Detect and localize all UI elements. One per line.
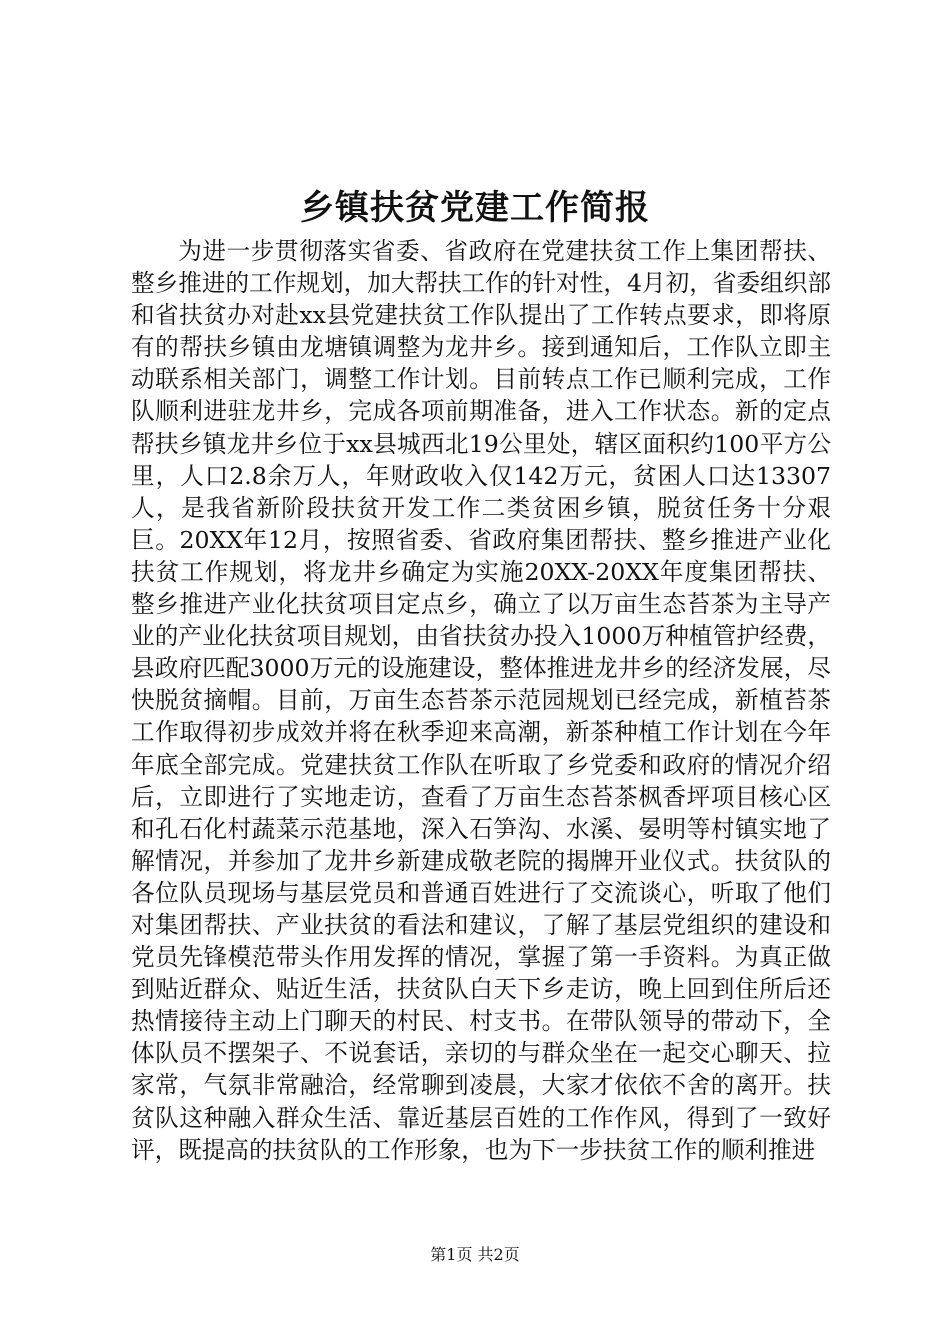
document-title: 乡镇扶贫党建工作简报 <box>300 188 650 228</box>
document-body-paragraph: 为进一步贯彻落实省委、省政府在党建扶贫工作上集团帮扶、整乡推进的工作规划，加大帮扶工作的针对性，4月初，省委组织部和省扶贫办对赴xx县党建扶贫工作队提出了工作转点要求，即将原有的帮扶乡镇由龙塘镇调整为龙井乡。接到通知后，工作队立即主动联系相关部门，调整工作计划。目前转点工作已顺利完成，工作队顺利进驻龙井乡，完成各项前期准备，进入工作状态。新的定点帮扶乡镇龙井乡位于xx县城西北19公里处，辖区面积约100平方公里，人口2.8余万人，年财政收入仅142万元，贫困人口达13307人，是我省新阶段扶贫开发工作二类贫困乡镇，脱贫任务十分艰巨。20XX年12月，按照省委、省政府集团帮扶、整乡推进产业化扶贫工作规划，将龙井乡确定为实施20XX-20XX年度集团帮扶、整乡推进产业化扶贫项目定点乡，确立了以万亩生态苔茶为主导产业的产业化扶贫项目规划，由省扶贫办投入1000万种植管护经费，县政府匹配3000万元的设施建设，整体推进龙井乡的经济发展，尽快脱贫摘帽。目前，万亩生态苔茶示范园规划已经完成，新植苔茶工作取得初步成效并将在秋季迎来高潮，新茶种植工作计划在今年年底全部完成。党建扶贫工作队在听取了乡党委和政府的情况介绍后，立即进行了实地走访，查看了万亩生态苔茶枫香坪项目核心区和孔石化村蔬菜示范基地，深入石笋沟、水溪、晏明等村镇实地了解情况，并参加了龙井乡新建成敬老院的揭牌开业仪式。扶贫队的各位队员现场与基层党员和普通百姓进行了交流谈心，听取了他们对集团帮扶、产业扶贫的看法和建议，了解了基层党组织的建设和党员先锋模范带头作用发挥的情况，掌握了第一手资料。为真正做到贴近群众、贴近生活，扶贫队白天下乡走访，晚上回到住所后还热情接待主动上门聊天的村民、村支书。在带队领导的带动下，全体队员不摆架子、不说套话，亲切的与群众坐在一起交心聊天、拉家常，气氛非常融洽，经常聊到凌晨，大家才依依不舍的离开。扶贫队这种融入群众生活、靠近基层百姓的工作作风，得到了一致好评，既提高的扶贫队的工作形象，也为下一步扶贫工作的顺利推进 <box>131 237 831 1164</box>
page-number-footer: 第1页 共2页 <box>430 1245 520 1264</box>
